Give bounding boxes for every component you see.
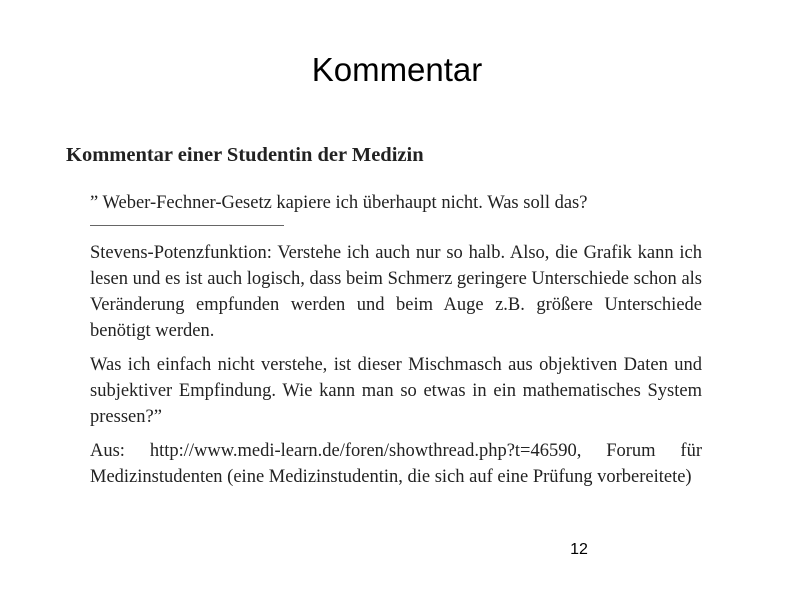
comment-paragraph-mischmasch: Was ich einfach nicht verstehe, ist dieser Mischmasch aus objektiven Daten und subjektiver Empfindung. Wie kann man so etwas in ein mathematisches System pressen?” — [90, 355, 702, 427]
student-comment-quote — [90, 190, 702, 490]
comment-paragraph-weber-fechner: ” Weber-Fechner-Gesetz kapiere ich überhaupt nicht. Was soll das? — [90, 193, 588, 213]
slide-title: Kommentar — [311, 51, 483, 88]
document-excerpt — [66, 140, 706, 490]
comment-paragraph-stevens: Stevens-Potenzfunktion: Verstehe ich auch nur so halb. Also, die Grafik kann ich lesen und es ist auch logisch, dass beim Schmerz geringere Unterschiede schon als Veränderung empfunden werden und beim Auge z.B. größere Unterschiede benötigt werden. — [90, 243, 702, 341]
source-citation: Aus: http://www.medi-learn.de/foren/showthread.php?t=46590, Forum für Medizinstudenten (eine Medizinstudentin, die sich auf eine Prüfung vorbereitete) — [90, 441, 702, 487]
separator-line — [90, 225, 284, 226]
document-heading: Kommentar einer Studentin der Medizin — [66, 144, 424, 166]
page-number: 12 — [570, 541, 588, 558]
